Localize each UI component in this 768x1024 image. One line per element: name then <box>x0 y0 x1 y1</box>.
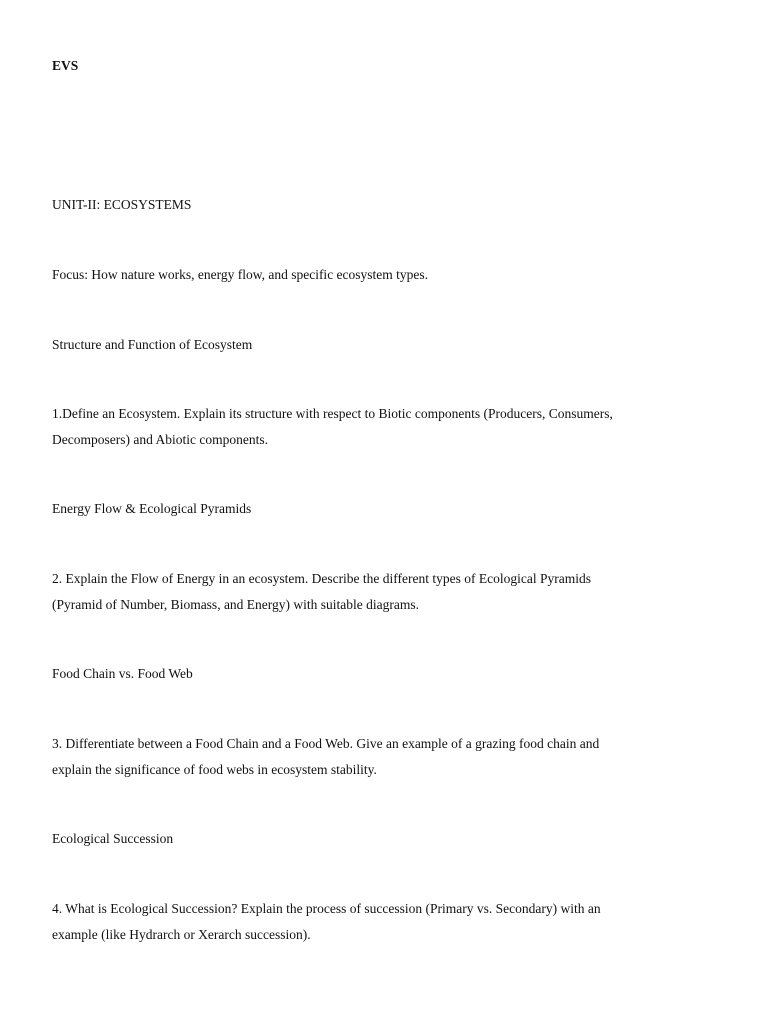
question-4-line-1: 4. What is Ecological Succession? Explain the process of succession (Primary vs. Secondary) with an <box>52 901 601 916</box>
question-1-line-2: Decomposers) and Abiotic components. <box>52 432 268 447</box>
question-4 <box>52 896 722 948</box>
question-1-line-1: 1.Define an Ecosystem. Explain its structure with respect to Biotic components (Producers, Consumers, <box>52 406 613 421</box>
question-2-line-2: (Pyramid of Number, Biomass, and Energy) with suitable diagrams. <box>52 597 420 612</box>
question-2 <box>52 566 722 618</box>
question-4-line-2: example (like Hydrarch or Xerarch succession). <box>52 927 311 942</box>
section-heading-succession: Ecological Succession <box>52 831 174 846</box>
question-3 <box>52 731 722 783</box>
section-heading-food-chain: Food Chain vs. Food Web <box>52 666 193 681</box>
question-2-line-1: 2. Explain the Flow of Energy in an ecosystem. Describe the different types of Ecological Pyramids <box>52 571 591 586</box>
document-title: EVS <box>52 58 79 73</box>
section-heading-energy-flow: Energy Flow & Ecological Pyramids <box>52 501 252 516</box>
focus-text: Focus: How nature works, energy flow, and specific ecosystem types. <box>52 267 429 282</box>
question-3-line-2: explain the significance of food webs in ecosystem stability. <box>52 762 377 777</box>
question-3-line-1: 3. Differentiate between a Food Chain and a Food Web. Give an example of a grazing food chain and <box>52 736 600 751</box>
section-heading-structure: Structure and Function of Ecosystem <box>52 337 253 352</box>
question-1 <box>52 401 722 453</box>
unit-heading: UNIT-II: ECOSYSTEMS <box>52 197 192 212</box>
